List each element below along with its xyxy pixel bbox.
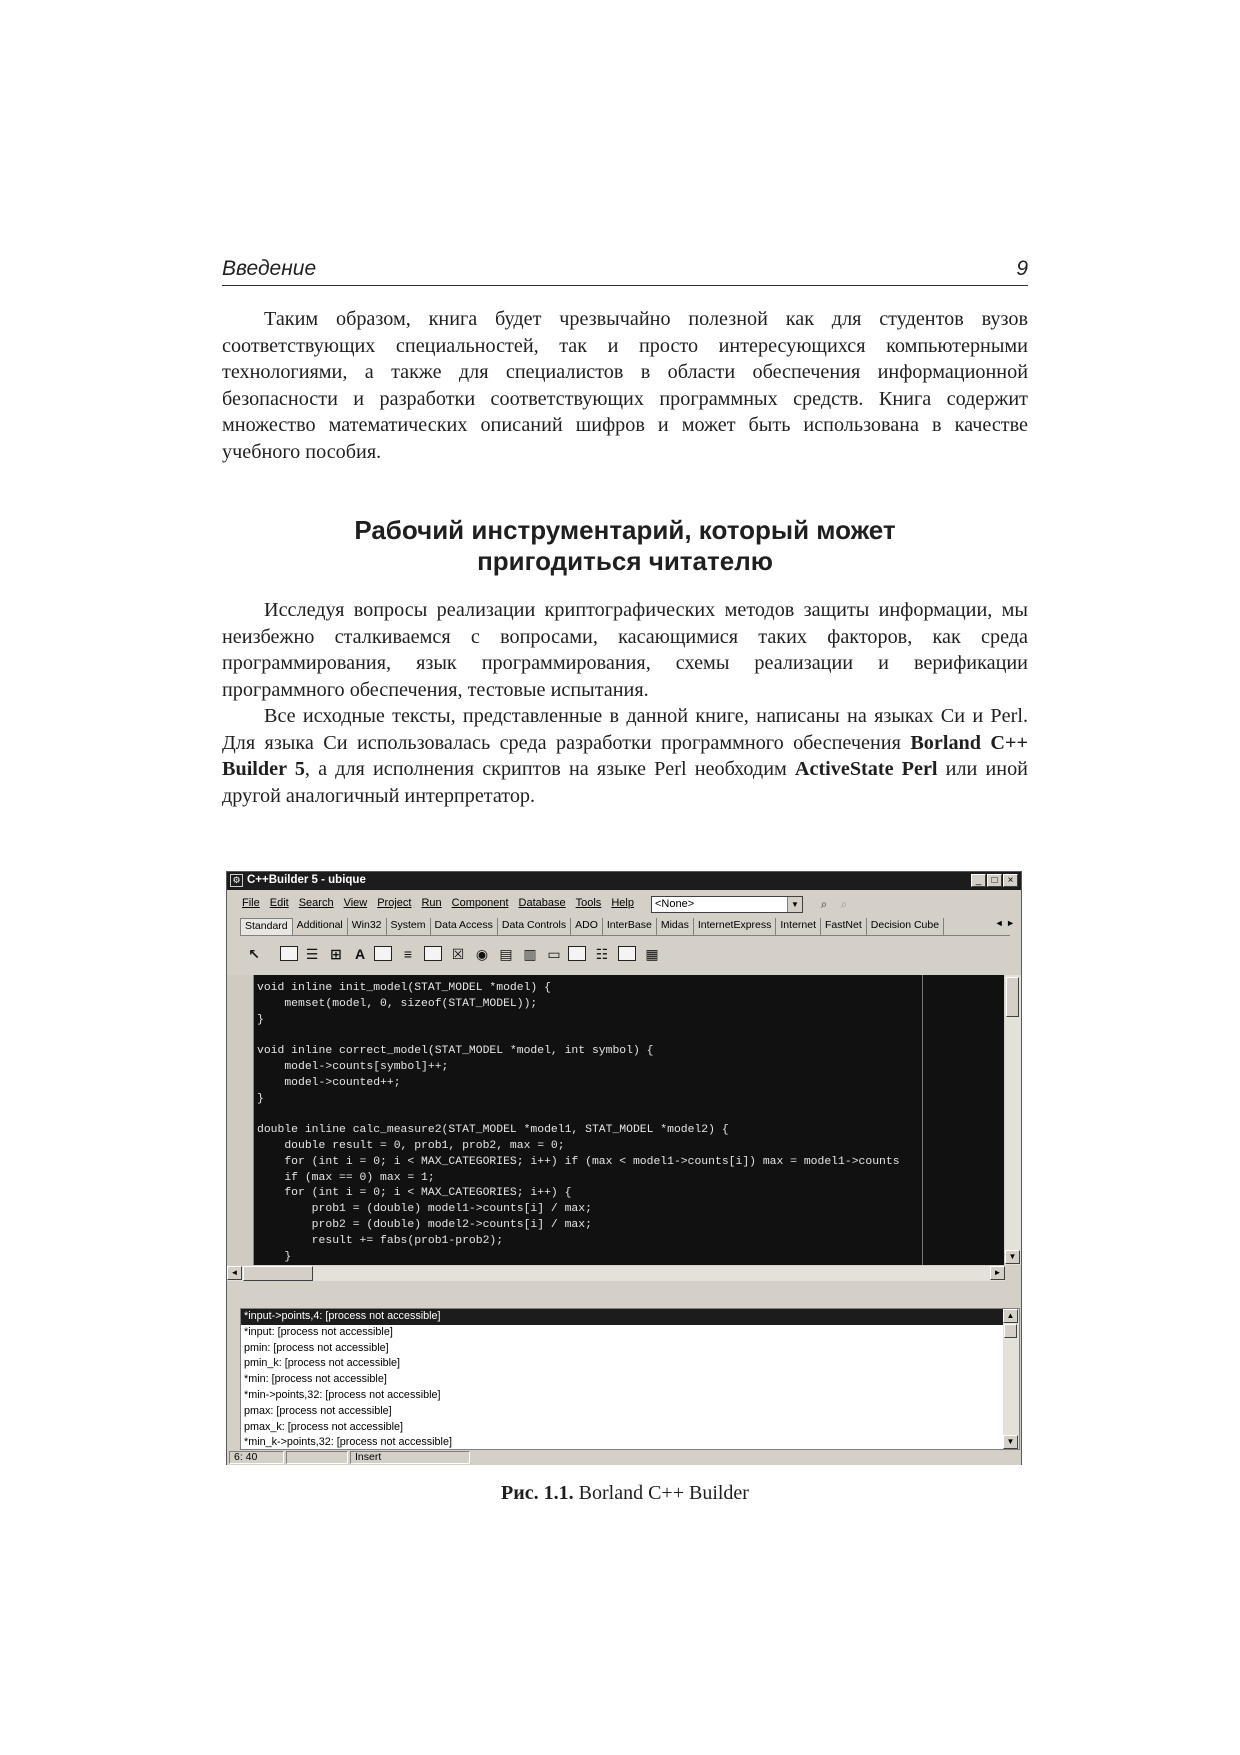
inspect-icon[interactable]: ⌕	[840, 897, 848, 911]
p3-text-2: , а для исполнения скриптов на языке Perl необходим	[304, 758, 795, 780]
menu-run[interactable]: Run	[421, 897, 442, 909]
section-title-line-2: пригодиться читателю	[477, 546, 773, 576]
object-combo[interactable]	[651, 896, 803, 913]
scroll-right-icon[interactable]: ►	[990, 1266, 1005, 1280]
frame-icon[interactable]	[280, 946, 298, 961]
menu-help[interactable]: Help	[611, 897, 634, 909]
menu-search[interactable]: Search	[298, 897, 334, 909]
code-editor	[227, 975, 1021, 1281]
watch-vertical-scrollbar[interactable]	[1003, 1309, 1019, 1449]
scrollbar-icon[interactable]: ▭	[547, 946, 561, 962]
menu-tools[interactable]: Tools	[575, 897, 602, 909]
menu-file[interactable]: File	[242, 897, 260, 909]
menu-database[interactable]: Database	[518, 897, 566, 909]
radiobutton-icon[interactable]: ◉	[475, 946, 489, 962]
search-binoculars-icon[interactable]: ⌕	[820, 897, 828, 911]
insert-mode: Insert	[350, 1451, 470, 1464]
tools-paragraph-1: Исследуя вопросы реализации криптографических методов защиты информации, мы неизбежно сталкиваемся с вопросами, касающимися таких факторов, как среда программирования, язык программирования, схемы реализации и верификации программного обеспечения, тестовые испытания.	[222, 599, 1028, 701]
status-bar	[227, 1450, 1021, 1465]
watch-list	[240, 1308, 1020, 1450]
scroll-down-icon[interactable]: ▼	[1003, 1435, 1018, 1449]
code-area[interactable]	[254, 975, 1004, 1265]
chevron-down-icon[interactable]: ▼	[787, 897, 802, 912]
pointer-icon[interactable]: ↖	[248, 946, 260, 962]
watch-item[interactable]: *input->points,4: [process not accessible]	[241, 1309, 1019, 1325]
editor-horizontal-scrollbar[interactable]	[227, 1266, 1005, 1281]
combobox-icon[interactable]: ▥	[523, 946, 537, 962]
section-title	[222, 515, 1028, 577]
menu-component[interactable]: Component	[451, 897, 509, 909]
tab-ado[interactable]: ADO	[571, 918, 603, 935]
running-head	[222, 255, 1028, 286]
source-code[interactable]: void inline init_model(STAT_MODEL *model) { memset(model, 0, sizeof(STAT_MODEL)); } void inline correct_model(STAT_MODEL *model, int symbol) { model->counts[symbol]++; model->counted++; } double inline calc_measure2(STAT_MODEL *model1, STAT_MODEL *model2) { double result = 0, prob1, prob2, max = 0; for (int i = 0; i < MAX_CATEGORIES; i++) if (max < model1->counts[i]) max = model1->counts if (max == 0) max = 1; for (int i = 0; i < MAX_CATEGORIES; i++) { prob1 = (double) model1->counts[i] / max; prob2 = (double) model2->counts[i] / max; result += fabs(prob1-prob2); }	[257, 982, 900, 1263]
tab-internetexpress[interactable]: InternetExpress	[694, 918, 777, 935]
menu-project[interactable]: Project	[377, 897, 412, 909]
section-title-line-1: Рабочий инструментарий, который может	[354, 515, 896, 545]
scroll-left-icon[interactable]: ◄	[227, 1266, 242, 1280]
p3-text-1: Все исходные тексты, представленные в данной книге, написаны на языках Си и Perl. Для языка Си использовалась среда разработки программного обеспечения	[222, 705, 1028, 754]
edit-icon[interactable]	[374, 946, 392, 961]
scroll-up-icon[interactable]: ▲	[1003, 1309, 1018, 1323]
right-margin-line	[922, 975, 923, 1265]
tab-data-controls[interactable]: Data Controls	[498, 918, 571, 935]
tab-internet[interactable]: Internet	[776, 918, 821, 935]
window-title: C++Builder 5 - ubique	[247, 874, 366, 886]
title-bar	[227, 872, 1021, 890]
tab-midas[interactable]: Midas	[657, 918, 694, 935]
watch-item[interactable]: *min: [process not accessible]	[244, 1373, 387, 1386]
menu-edit[interactable]: Edit	[269, 897, 289, 909]
watch-item[interactable]: pmin: [process not accessible]	[244, 1341, 389, 1354]
tab-system[interactable]: System	[387, 918, 431, 935]
radiogroup-icon[interactable]: ☷	[595, 946, 609, 962]
tab-fastnet[interactable]: FastNet	[821, 918, 867, 935]
watch-vscroll-thumb[interactable]	[1004, 1324, 1017, 1338]
maximize-button[interactable]: □	[987, 874, 1002, 887]
popup-menu-icon[interactable]: ⊞	[330, 946, 342, 962]
panel-icon[interactable]	[618, 946, 636, 961]
watch-rows	[241, 1309, 1019, 1451]
section-name: Введение	[222, 257, 317, 280]
modified-indicator	[286, 1451, 348, 1464]
editor-gutter	[227, 975, 254, 1265]
tab-decision-cube[interactable]: Decision Cube	[867, 918, 944, 935]
editor-vertical-scrollbar[interactable]	[1005, 975, 1021, 1265]
close-button[interactable]: ×	[1003, 874, 1018, 887]
tab-standard[interactable]: Standard	[240, 918, 293, 935]
activestate-product-name: ActiveState Perl	[794, 758, 938, 780]
menu-view[interactable]: View	[343, 897, 368, 909]
menu-bar	[237, 894, 639, 914]
watch-item[interactable]: pmax_k: [process not accessible]	[244, 1420, 404, 1433]
tools-paragraph-2	[222, 703, 1028, 809]
scroll-down-icon[interactable]: ▼	[1005, 1250, 1020, 1264]
minimize-button[interactable]: _	[971, 874, 986, 887]
editor-hscroll-thumb[interactable]	[243, 1266, 313, 1281]
figure-caption	[222, 1482, 1028, 1505]
component-palette-tabs	[240, 918, 1010, 936]
watch-item[interactable]: pmin_k: [process not accessible]	[244, 1357, 401, 1370]
object-combo-value: <None>	[655, 898, 695, 910]
watch-item[interactable]: pmax: [process not accessible]	[244, 1404, 392, 1417]
actionlist-icon[interactable]: ▦	[645, 946, 659, 962]
main-menu-icon[interactable]: ☰	[305, 946, 319, 962]
component-palette	[240, 938, 1010, 970]
watch-item[interactable]: *input: [process not accessible]	[244, 1325, 393, 1338]
editor-vscroll-thumb[interactable]	[1006, 977, 1019, 1017]
groupbox-icon[interactable]	[568, 946, 586, 961]
p3-text-3: или иной другой аналогичный интерпретатор.	[222, 758, 1028, 807]
borland-product-name: Borland C++ Builder 5	[222, 731, 1028, 780]
button-icon[interactable]	[424, 946, 442, 961]
ide-window	[226, 871, 1022, 1465]
listbox-icon[interactable]: ▤	[499, 946, 513, 962]
watch-item[interactable]: *min->points,32: [process not accessible]	[244, 1388, 441, 1401]
tab-win32[interactable]: Win32	[348, 918, 387, 935]
label-icon[interactable]: A	[354, 946, 366, 962]
tab-interbase[interactable]: InterBase	[603, 918, 657, 935]
tab-scroll-arrows[interactable]: ◄ ►	[994, 918, 1015, 928]
caption-text: Borland C++ Builder	[573, 1482, 749, 1504]
page-number: 9	[1016, 257, 1028, 280]
checkbox-icon[interactable]: ☒	[451, 946, 465, 962]
tab-data-access[interactable]: Data Access	[431, 918, 498, 935]
intro-paragraph: Таким образом, книга будет чрезвычайно полезной как для студентов вузов соответствующих специальностей, так и просто интересующихся компьютерными технологиями, а также для специалистов в области обеспечения информационной безопасности и разработки соответствующих программных средств. Книга содержит множество математических описаний шифров и может быть использована в качестве учебного пособия.	[222, 308, 1028, 463]
caption-label: Рис. 1.1.	[501, 1482, 574, 1504]
cursor-position: 6: 40	[229, 1451, 284, 1464]
watch-item[interactable]: *min_k->points,32: [process not accessible]	[244, 1436, 452, 1449]
memo-icon[interactable]: ≡	[403, 946, 413, 962]
cpp-builder-app-icon: ⚙	[230, 874, 243, 887]
tab-additional[interactable]: Additional	[293, 918, 348, 935]
